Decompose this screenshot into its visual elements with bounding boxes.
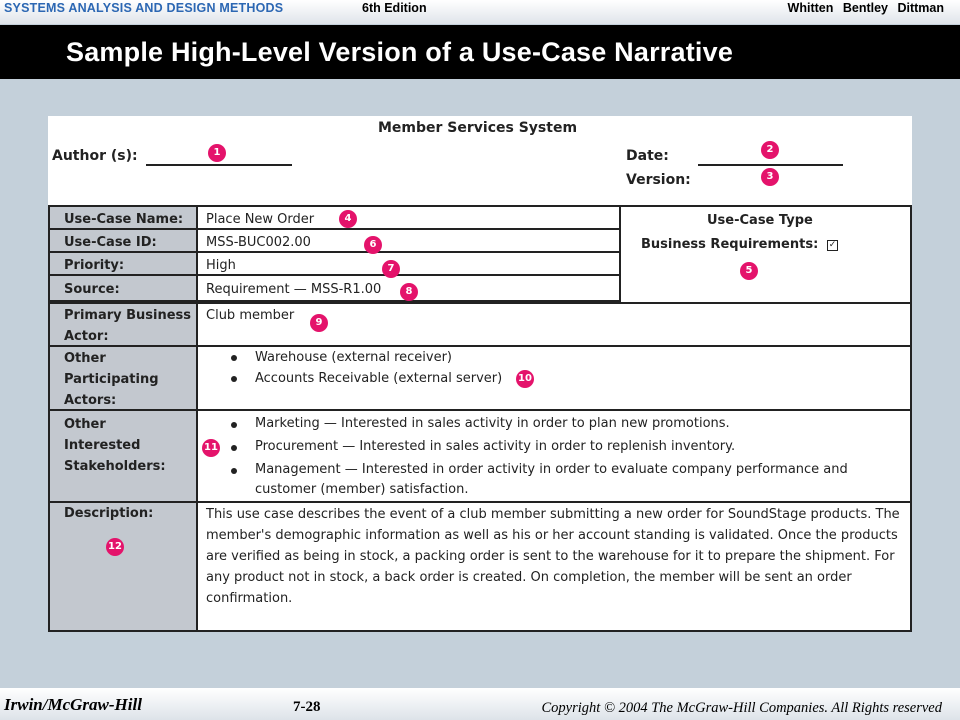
primary-actor-label-line-2: Actor: <box>64 329 109 344</box>
use-case-id-label: Use-Case ID: <box>64 235 157 250</box>
other-actors-label-line-1: Other <box>64 351 106 366</box>
priority-label: Priority: <box>64 258 125 273</box>
slide-title: Sample High-Level Version of a Use-Case Narrative <box>66 37 734 67</box>
use-case-id-label-cell <box>48 228 198 253</box>
use-case-id-value: MSS-BUC002.00 <box>206 235 311 250</box>
edition: 6th Edition <box>362 1 427 15</box>
title-bar <box>0 25 960 79</box>
callout-badge-3: 3 <box>761 168 779 186</box>
page-number: 7-28 <box>293 699 321 715</box>
source-value: Requirement — MSS-R1.00 <box>206 282 382 297</box>
callout-badge-12: 12 <box>106 538 124 556</box>
other-actors-label-line-2: Participating <box>64 372 159 387</box>
primary-actor-value: Club member <box>206 308 295 323</box>
author-underline <box>146 164 292 166</box>
primary-actor-label-line-1: Primary Business <box>64 308 192 323</box>
authors: Whitten Bentley Dittman <box>787 1 944 15</box>
callout-badge-8: 8 <box>400 283 418 301</box>
primary-actor-value-cell <box>196 302 912 347</box>
stakeholders-label <box>64 414 166 477</box>
author-label: Author (s): <box>52 148 138 164</box>
description-label: Description: <box>64 506 154 521</box>
list-item: Marketing — Interested in sales activity in order to plan new promotions. <box>228 414 868 434</box>
footer <box>0 688 960 720</box>
stakeholders-label-line-3: Stakeholders: <box>64 459 166 474</box>
stakeholders-label-line-2: Interested <box>64 438 141 453</box>
callout-badge-2: 2 <box>761 141 779 159</box>
priority-value-cell <box>196 251 621 276</box>
callout-badge-7: 7 <box>382 260 400 278</box>
use-case-type-label: Use-Case Type <box>707 213 813 228</box>
use-case-name-value: Place New Order <box>206 212 315 227</box>
stakeholders-list <box>228 414 868 500</box>
top-header-strip <box>0 0 960 24</box>
other-actors-value-cell <box>196 345 912 411</box>
use-case-id-value-cell <box>196 228 621 253</box>
book-title: SYSTEMS ANALYSIS AND DESIGN METHODS <box>4 1 284 15</box>
date-underline <box>698 164 843 166</box>
list-item: Procurement — Interested in sales activity in order to replenish inventory. <box>228 437 868 457</box>
list-item: Warehouse (external receiver) <box>228 347 502 368</box>
source-label: Source: <box>64 282 120 297</box>
stakeholders-label-line-1: Other <box>64 417 106 432</box>
callout-badge-10: 10 <box>516 370 534 388</box>
callout-badge-1: 1 <box>208 144 226 162</box>
stakeholders-value-cell <box>196 409 912 503</box>
system-name: Member Services System <box>378 120 578 136</box>
description-label-cell <box>48 501 198 632</box>
primary-actor-label <box>64 305 191 347</box>
callout-badge-5: 5 <box>740 262 758 280</box>
source-label-cell <box>48 274 198 302</box>
other-actors-list <box>228 347 502 389</box>
other-actors-label-line-3: Actors: <box>64 393 117 408</box>
version-label: Version: <box>626 172 691 188</box>
use-case-name-label: Use-Case Name: <box>64 212 184 227</box>
business-requirements-checkbox: ✓ <box>828 240 837 250</box>
date-label: Date: <box>626 148 669 164</box>
priority-label-cell <box>48 251 198 276</box>
priority-value: High <box>206 258 236 273</box>
stakeholders-label-cell <box>48 409 198 503</box>
list-item: Accounts Receivable (external server) <box>228 368 502 389</box>
list-item: Management — Interested in order activity in order to evaluate company performance and customer (member) satisfaction. <box>228 460 868 500</box>
copyright: Copyright © 2004 The McGraw-Hill Companies. All Rights reserved <box>541 700 942 716</box>
use-case-name-label-cell <box>48 205 198 230</box>
callout-badge-11: 11 <box>202 439 220 457</box>
publisher: Irwin/McGraw-Hill <box>4 695 142 714</box>
use-case-narrative-form <box>48 116 912 632</box>
use-case-type-cell <box>619 205 912 304</box>
other-actors-label-cell <box>48 345 198 411</box>
callout-badge-6: 6 <box>364 236 382 254</box>
primary-actor-label-cell <box>48 302 198 347</box>
use-case-name-value-cell <box>196 205 621 230</box>
description-text: This use case describes the event of a club member submitting a new order for SoundStage products. The member's demographic information as well as his or her account standing is validated. Once the products are verified as being in stock, a packing order is sent to the warehouse for it to prepare the shipment. For any product not in stock, a back order is created. On completion, the member will be sent an order confirmation. <box>206 507 900 606</box>
callout-badge-4: 4 <box>339 210 357 228</box>
other-actors-label <box>64 348 159 411</box>
business-requirements-label: Business Requirements: <box>641 237 819 252</box>
callout-badge-9: 9 <box>310 314 328 332</box>
